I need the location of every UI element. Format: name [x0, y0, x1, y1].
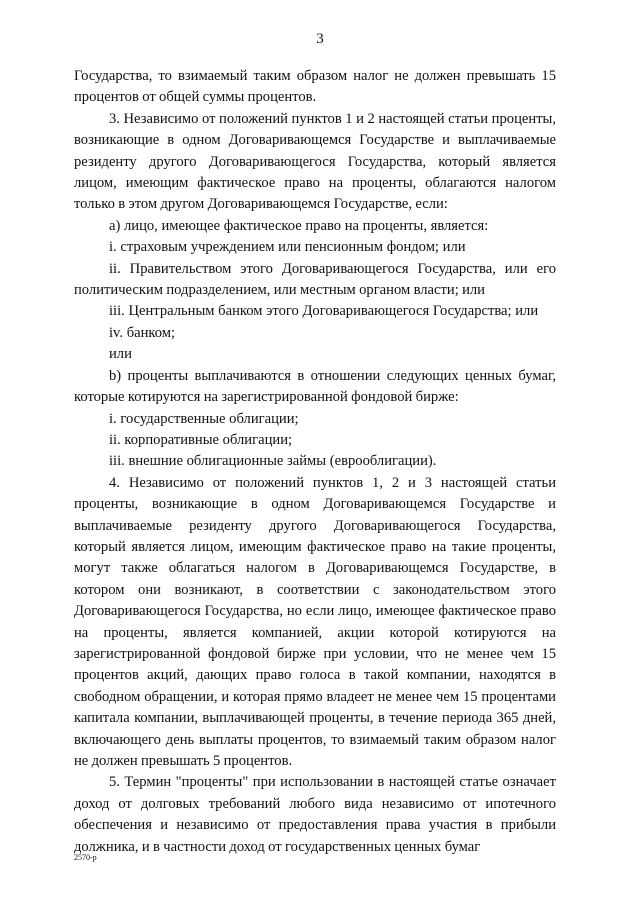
paragraph-continuation: Государства, то взимаемый таким образом налог не должен превышать 15 процентов от общей суммы процентов.	[74, 68, 556, 106]
subitem-b: b) проценты выплачиваются в отношении следующих ценных бумаг, которые котируются на зарегистрированной фондовой бирже:	[74, 367, 556, 406]
subitem-a-i: i. страховым учреждением или пенсионным фондом; или	[109, 239, 466, 256]
subitem-a-iii: iii. Центральным банком этого Договаривающегося Государства; или	[109, 303, 539, 320]
page-number: 3	[316, 31, 324, 47]
document-body	[74, 66, 556, 858]
subitem-b-ii: ii. корпоративные облигации;	[109, 431, 293, 448]
paragraph-item-5: 5. Термин "проценты" при использовании в настоящей статье означает доход от долговых требований любого вида независимо от ипотечного обеспечения и независимо от предоставления права участия в прибыли должника, и в частности доход от государственных ценных бумаг	[74, 774, 556, 855]
paragraph-item-4: 4. Независимо от положений пунктов 1, 2 и 3 настоящей статьи проценты, возникающие в одном Договаривающемся Государстве и выплачиваемые резиденту другого Договаривающегося Государства, который является лицом, имеющим фактическое право на такие проценты, могут также облагаться налогом в Договаривающемся Государстве, в котором они возникают, в соответствии с законодательством этого Договаривающегося Государства, но если лицо, имеющее фактическое право на проценты, является компанией, акции которой котируются на зарегистрированной фондовой бирже при условии, что не менее чем 15 процентов акций, дающих право голоса в такой компании, находятся в свободном обращении, и которая прямо владеет не менее чем 15 процентами капитала компании, выплачивающей проценты, в течение периода 365 дней, включающего день выплаты процентов, то взимаемый таким образом налог не должен превышать 5 процентов.	[74, 474, 556, 769]
document-code: 2570-р	[74, 853, 97, 862]
subitem-b-i: i. государственные облигации;	[109, 410, 299, 427]
subitem-b-iii: iii. внешние облигационные займы (еврооблигации).	[109, 453, 437, 470]
subitem-a-iv: iv. банком;	[109, 324, 176, 341]
conjunction-or: или	[109, 346, 132, 363]
subitem-a: a) лицо, имеющее фактическое право на проценты, является:	[109, 217, 489, 234]
paragraph-item-3: 3. Независимо от положений пунктов 1 и 2 настоящей статьи проценты, возникающие в одном Договаривающемся Государстве и выплачиваемые резиденту другого Договаривающегося Государства, который является лицом, имеющим фактическое право на проценты, облагаются налогом только в этом другом Договаривающемся Государстве, если:	[74, 110, 556, 213]
subitem-a-ii: ii. Правительством этого Договаривающегося Государства, или его политическим подразделением, или местным органом власти; или	[74, 260, 556, 299]
